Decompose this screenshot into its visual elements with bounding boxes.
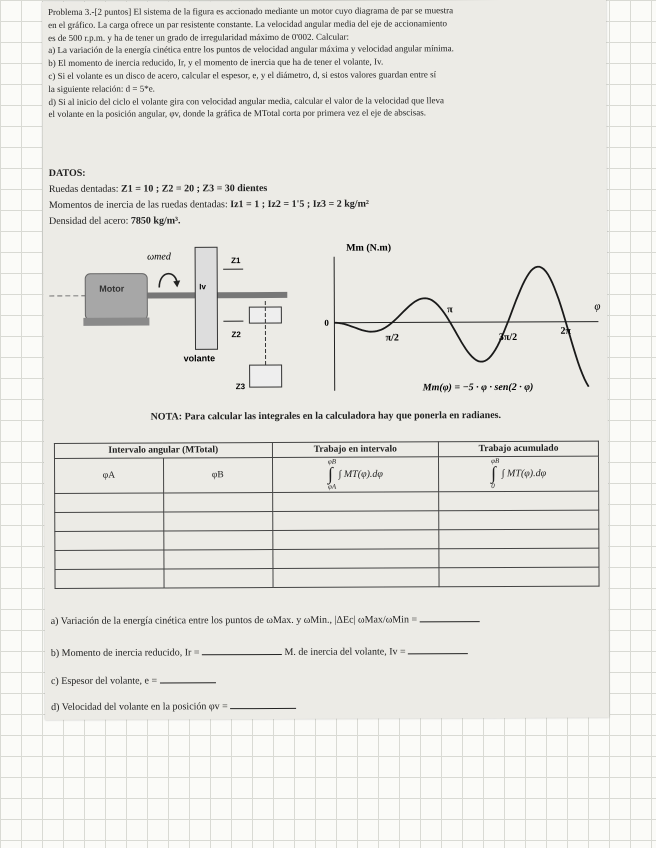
problem-statement — [48, 4, 600, 122]
answer-iv-blank[interactable] — [408, 644, 468, 654]
gears-label: Ruedas dentadas: — [48, 183, 119, 195]
question-b1-text: b) Momento de inercia reducido, Ir = — [50, 647, 200, 659]
question-b2-text: M. de inercia del volante, Iv = — [284, 646, 406, 658]
cell-integral-interval: φB ∫ φA ∫ MT(φ).dφ — [272, 457, 439, 493]
problem-sheet — [42, 0, 609, 720]
header-interval: Intervalo angular (MTotal) — [54, 443, 272, 459]
gear-z2-label: Z2 — [231, 330, 241, 340]
question-a — [51, 612, 480, 627]
torque-chart — [326, 240, 607, 401]
volante-label: volante — [183, 353, 216, 364]
origin-label: 0 — [324, 317, 329, 328]
statement-line: c) Si el volante es un disco de acero, calcular el espesor, e, y el diámetro, d, si estos valores guardan entre sí — [48, 69, 437, 81]
table-row — [55, 491, 599, 512]
statement-line: a) La variación de la energía cinética entre los puntos de velocidad angular máxima y velocidad angular mínima. — [48, 43, 454, 56]
tick-label-3pi-2: 3π/2 — [498, 331, 518, 344]
answer-ir-blank[interactable] — [202, 645, 282, 655]
question-c — [51, 673, 216, 687]
int2-upper-limit: φB — [491, 457, 500, 466]
statement-line: Problema 3.-[2 puntos] El sistema de la figura es accionado mediante un motor cuyo diagrama de par se muestra — [48, 5, 454, 17]
table-row — [55, 548, 599, 569]
header-work-accumulated: Trabajo acumulado — [439, 441, 599, 457]
gear-z1-label: Z1 — [231, 256, 241, 266]
rotation-arrow-icon — [159, 274, 177, 288]
omega-label: ωmed — [147, 251, 171, 263]
gear-z3-label: Z3 — [235, 382, 246, 392]
series-line — [334, 267, 589, 388]
statement-line: la siguiente relación: d = 5*e. — [48, 83, 155, 94]
tick-label-pi: π — [447, 304, 453, 316]
flywheel — [195, 247, 217, 349]
gear-z3 — [250, 365, 282, 387]
int2-lower-limit: 0 — [491, 482, 495, 491]
int1-integrand: ∫ MT(φ).dφ — [338, 468, 383, 481]
statement-line: el volante en la posición angular, φv, donde la gráfica de MTotal corta por primera vez el eje de abscisas. — [48, 107, 426, 120]
mechanism-diagram — [43, 247, 334, 398]
datos-title: DATOS: — [48, 167, 86, 179]
question-c-text: c) Espesor del volante, e = — [50, 675, 158, 687]
statement-line: en el gráfico. La carga ofrece un par resistente constante. La velocidad angular media del eje de accionamiento — [48, 18, 448, 30]
statement-line: d) Si al inicio del ciclo el volante gira con velocidad angular media, calcular el valor de la velocidad que lleva — [48, 94, 445, 107]
header-work-interval: Trabajo en intervalo — [272, 442, 439, 458]
inertia-value: Iz1 = 1 ; Iz2 = 1'5 ; Iz3 = 2 kg/m² — [230, 198, 369, 211]
table-row — [55, 567, 599, 588]
question-a-text: a) Variación de la energía cinética entre los puntos de ωMax. y ωMin., |ΔEc| ωMax/ωMin = — [50, 614, 418, 627]
x-axis-label: φ — [594, 300, 601, 313]
question-d-text: d) Velocidad del volante en la posición φv = — [51, 701, 228, 713]
density-label: Densidad del acero: — [48, 215, 129, 227]
question-b — [51, 644, 468, 659]
data-section — [49, 164, 601, 230]
answer-a-blank[interactable] — [420, 612, 480, 622]
motor-label: Motor — [99, 283, 125, 294]
int1-upper-limit: φB — [327, 457, 337, 466]
answer-e-blank[interactable] — [160, 673, 216, 683]
table-row — [55, 510, 599, 531]
question-d — [51, 699, 296, 713]
cell-phi-a: φA — [54, 458, 163, 493]
tick-label-2pi: 2π — [560, 325, 572, 337]
chart-equation: Mm(φ) = −5 · φ · sen(2 · φ) — [422, 381, 534, 394]
gears-value: Z1 = 10 ; Z2 = 20 ; Z3 = 30 dientes — [120, 183, 268, 195]
note: NOTA: Para calcular las integrales en la calculadora hay que ponerla en radianes. — [150, 410, 502, 423]
y-axis — [334, 257, 335, 391]
work-table — [54, 441, 600, 589]
motor-foot — [83, 318, 149, 326]
density-row — [49, 212, 601, 230]
statement-line: b) El momento de inercia reducido, Ir, y el momento de inercia que ha de tener el volante, Iv. — [48, 56, 384, 69]
int1-lower-limit: φA — [327, 482, 337, 491]
int2-integrand: ∫ MT(φ).dφ — [501, 468, 547, 480]
statement-line: es de 500 r.p.m. y ha de tener un grado de irregularidad máximo de 0'002. Calcular: — [48, 31, 349, 43]
inertia-label: Momentos de inercia de las ruedas dentadas: — [48, 199, 228, 211]
cell-phi-b: φB — [163, 458, 272, 493]
table-row — [55, 529, 599, 550]
cell-integral-accum: φB ∫ 0 ∫ MT(φ).dφ — [439, 456, 599, 492]
density-value: 7850 kg/m³. — [130, 215, 181, 227]
flywheel-iv-label: Iv — [199, 282, 206, 292]
motor-body — [85, 274, 147, 320]
chart-title: Mm (N.m) — [346, 242, 392, 254]
answer-phiv-blank[interactable] — [230, 699, 296, 709]
x-axis — [334, 322, 598, 323]
tick-label-pi-2: π/2 — [385, 332, 399, 344]
